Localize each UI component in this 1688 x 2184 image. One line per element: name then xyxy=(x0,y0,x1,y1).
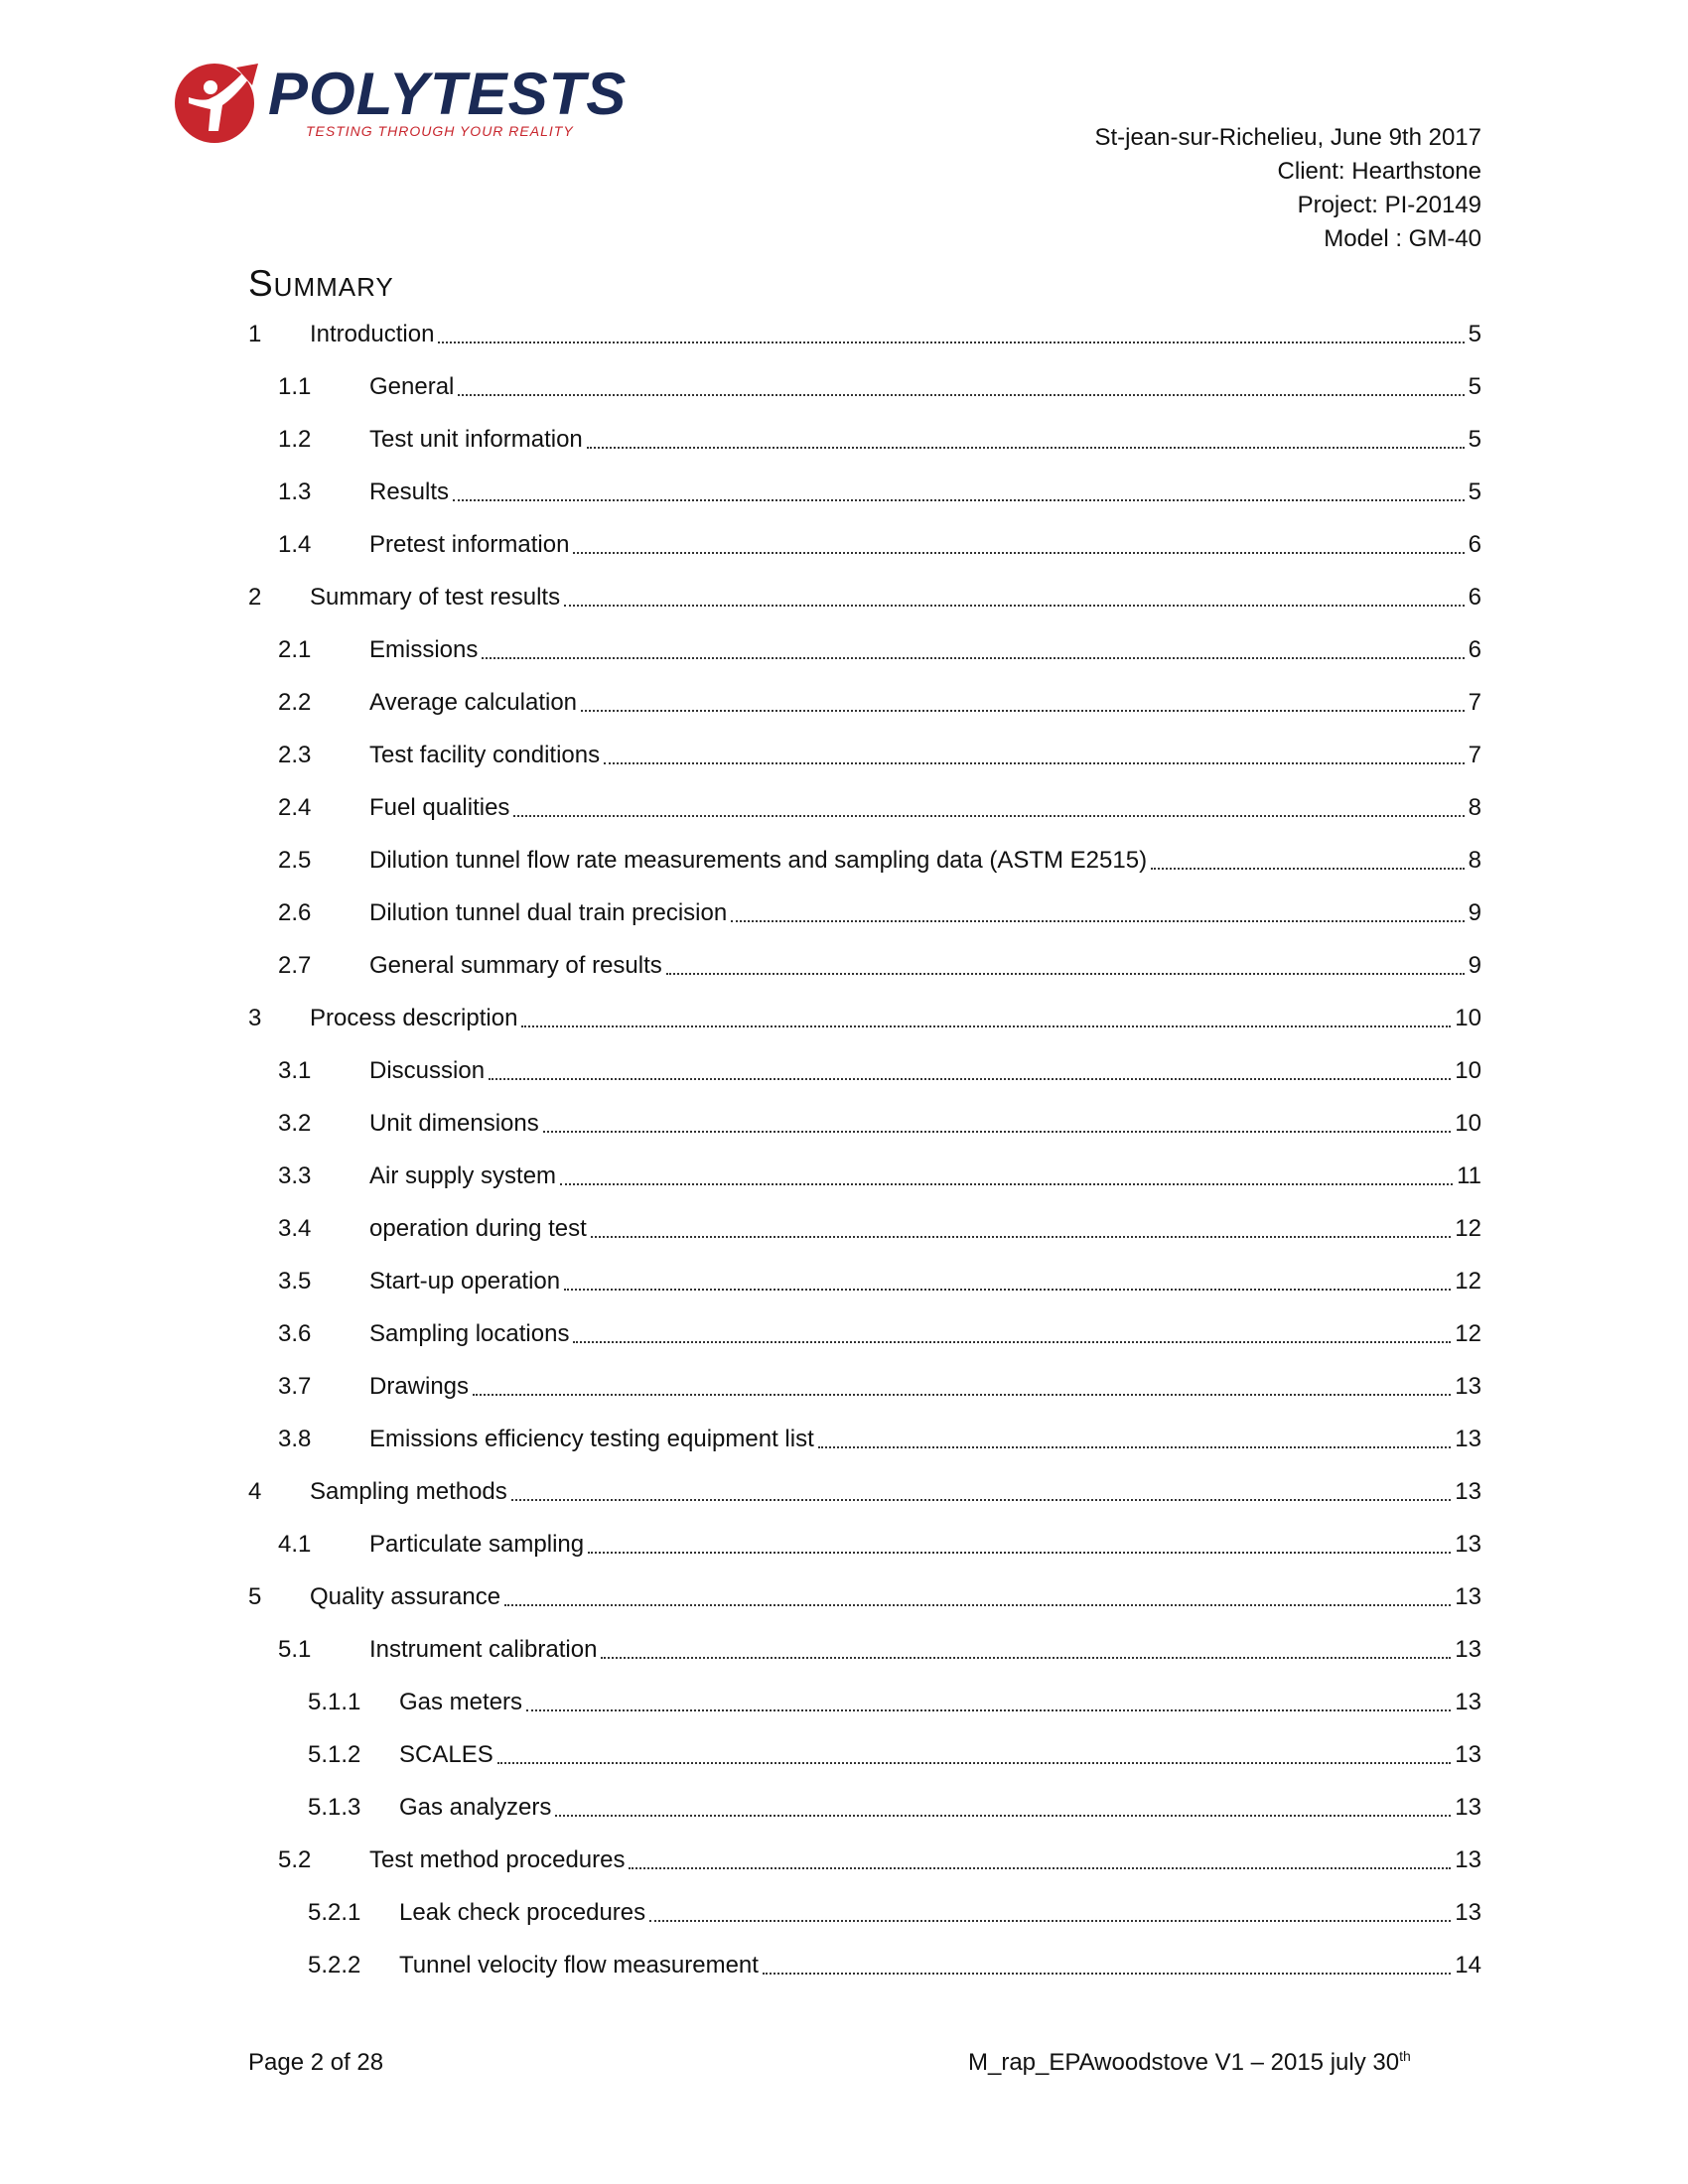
logo-emblem-icon xyxy=(171,58,266,147)
toc-entry[interactable] xyxy=(248,687,1481,740)
toc-entry-title: Test unit information xyxy=(369,426,583,453)
toc-entry[interactable] xyxy=(248,1213,1481,1266)
toc-entry[interactable] xyxy=(248,371,1481,424)
brand-tagline: TESTING THROUGH YOUR REALITY xyxy=(306,123,574,139)
toc-leader-dots xyxy=(555,1792,1451,1824)
toc-entry-title: Pretest information xyxy=(369,531,570,558)
toc-leader-dots xyxy=(573,1318,1451,1350)
toc-entry[interactable] xyxy=(248,1687,1481,1739)
toc-entry-number: 4 xyxy=(248,1478,262,1505)
toc-entry-title: Summary of test results xyxy=(310,584,561,611)
toc-entry[interactable] xyxy=(248,1581,1481,1634)
toc-entry[interactable] xyxy=(248,792,1481,845)
toc-entry[interactable] xyxy=(248,897,1481,950)
toc-leader-dots xyxy=(513,792,1464,824)
toc-leader-dots xyxy=(591,1213,1451,1245)
toc-entry-page: 7 xyxy=(1468,742,1481,768)
toc-entry[interactable] xyxy=(248,740,1481,792)
toc-entry[interactable] xyxy=(248,1897,1481,1950)
toc-entry-page: 6 xyxy=(1468,636,1481,663)
toc-entry-page: 13 xyxy=(1455,1583,1481,1610)
toc-entry-page: 6 xyxy=(1468,531,1481,558)
toc-entry[interactable] xyxy=(248,1108,1481,1160)
toc-entry-number: 3.6 xyxy=(278,1320,312,1347)
toc-entry-number: 5.2.2 xyxy=(308,1952,361,1979)
toc-entry-number: 3 xyxy=(248,1005,262,1031)
toc-entry-page: 13 xyxy=(1455,1636,1481,1663)
toc-entry[interactable] xyxy=(248,1160,1481,1213)
toc-entry-page: 13 xyxy=(1455,1478,1481,1505)
toc-leader-dots xyxy=(526,1687,1451,1718)
toc-entry[interactable] xyxy=(248,1266,1481,1318)
toc-entry-title: Sampling methods xyxy=(310,1478,507,1505)
toc-entry-page: 13 xyxy=(1455,1741,1481,1768)
toc-leader-dots xyxy=(763,1950,1451,1981)
toc-leader-dots xyxy=(629,1844,1451,1876)
toc-leader-dots xyxy=(564,582,1465,614)
toc-entry-title: Test facility conditions xyxy=(369,742,601,768)
toc-entry-page: 12 xyxy=(1455,1320,1481,1347)
toc-entry[interactable] xyxy=(248,1529,1481,1581)
toc-entry-number: 1.2 xyxy=(278,426,312,453)
toc-entry-title: General xyxy=(369,373,455,400)
toc-leader-dots xyxy=(473,1371,1451,1403)
toc-entry[interactable] xyxy=(248,582,1481,634)
toc-entry-number: 5.2.1 xyxy=(308,1899,361,1926)
toc-entry-number: 5.1.1 xyxy=(308,1689,361,1715)
toc-leader-dots xyxy=(818,1424,1452,1455)
toc-entry-page: 6 xyxy=(1468,584,1481,611)
toc-entry-title: Gas analyzers xyxy=(399,1794,552,1821)
toc-entry-number: 1.3 xyxy=(278,478,312,505)
toc-entry-title: Start-up operation xyxy=(369,1268,561,1295)
client-line: Client: Hearthstone xyxy=(1277,158,1481,185)
toc-entry[interactable] xyxy=(248,950,1481,1003)
toc-entry-page: 13 xyxy=(1455,1531,1481,1558)
toc-leader-dots xyxy=(573,529,1464,561)
toc-leader-dots xyxy=(521,1003,1451,1034)
toc-entry-number: 5.1.3 xyxy=(308,1794,361,1821)
toc-entry[interactable] xyxy=(248,1739,1481,1792)
toc-entry-title: Drawings xyxy=(369,1373,470,1400)
toc-entry[interactable] xyxy=(248,424,1481,477)
toc-entry-page: 13 xyxy=(1455,1846,1481,1873)
toc-entry[interactable] xyxy=(248,1634,1481,1687)
toc-entry-page: 5 xyxy=(1468,321,1481,347)
toc-entry-number: 3.8 xyxy=(278,1426,312,1452)
toc-entry-number: 3.2 xyxy=(278,1110,312,1137)
toc-entry-page: 9 xyxy=(1468,952,1481,979)
toc-entry-title: Sampling locations xyxy=(369,1320,570,1347)
toc-entry-page: 10 xyxy=(1455,1005,1481,1031)
toc-entry-number: 2.3 xyxy=(278,742,312,768)
toc-entry-title: Dilution tunnel flow rate measurements and sampling data (ASTM E2515) xyxy=(369,847,1148,874)
toc-entry-title: Emissions xyxy=(369,636,479,663)
toc-entry-number: 3.3 xyxy=(278,1162,312,1189)
document-reference-text: M_rap_EPAwoodstove V1 – 2015 july 30 xyxy=(968,2049,1400,2076)
toc-entry-page: 11 xyxy=(1457,1162,1481,1189)
toc-entry-title: Air supply system xyxy=(369,1162,557,1189)
toc-entry-number: 5.2 xyxy=(278,1846,312,1873)
toc-entry-page: 5 xyxy=(1468,478,1481,505)
toc-entry-page: 13 xyxy=(1455,1426,1481,1452)
toc-entry-page: 14 xyxy=(1455,1952,1481,1979)
toc-entry-title: Gas meters xyxy=(399,1689,523,1715)
toc-entry[interactable] xyxy=(248,319,1481,371)
toc-entry[interactable] xyxy=(248,1792,1481,1844)
toc-entry-page: 5 xyxy=(1468,426,1481,453)
toc-entry-number: 2.4 xyxy=(278,794,312,821)
toc-entry-title: Emissions efficiency testing equipment list xyxy=(369,1426,814,1452)
toc-entry-number: 5.1.2 xyxy=(308,1741,361,1768)
toc-entry-number: 2.6 xyxy=(278,899,312,926)
toc-entry[interactable] xyxy=(248,845,1481,897)
toc-entry-title: Leak check procedures xyxy=(399,1899,646,1926)
toc-entry-number: 3.7 xyxy=(278,1373,312,1400)
toc-entry[interactable] xyxy=(248,1318,1481,1371)
toc-leader-dots xyxy=(458,371,1464,403)
toc-leader-dots xyxy=(560,1160,1453,1192)
toc-entry[interactable] xyxy=(248,1844,1481,1897)
toc-leader-dots xyxy=(504,1581,1451,1613)
toc-leader-dots xyxy=(601,1634,1451,1666)
toc-entry-page: 10 xyxy=(1455,1057,1481,1084)
toc-entry-page: 12 xyxy=(1455,1215,1481,1242)
toc-entry[interactable] xyxy=(248,1371,1481,1424)
toc-leader-dots xyxy=(489,1055,1451,1087)
toc-entry-number: 2.2 xyxy=(278,689,312,716)
project-line: Project: PI-20149 xyxy=(1297,192,1481,218)
document-reference-superscript: th xyxy=(1399,2048,1411,2064)
toc-entry-title: Test method procedures xyxy=(369,1846,626,1873)
toc-leader-dots xyxy=(497,1739,1452,1771)
toc-leader-dots xyxy=(564,1266,1451,1297)
toc-entry-number: 3.5 xyxy=(278,1268,312,1295)
toc-entry-page: 13 xyxy=(1455,1899,1481,1926)
toc-entry-page: 13 xyxy=(1455,1373,1481,1400)
toc-entry-number: 3.1 xyxy=(278,1057,312,1084)
toc-leader-dots xyxy=(453,477,1465,508)
toc-entry-title: Unit dimensions xyxy=(369,1110,539,1137)
toc-entry-page: 7 xyxy=(1468,689,1481,716)
toc-entry-title: General summary of results xyxy=(369,952,662,979)
toc-entry-title: Particulate sampling xyxy=(369,1531,585,1558)
toc-entry-number: 2.5 xyxy=(278,847,312,874)
toc-entry[interactable] xyxy=(248,1950,1481,2002)
toc-leader-dots xyxy=(587,424,1465,456)
toc-entry-page: 12 xyxy=(1455,1268,1481,1295)
toc-entry-title: Dilution tunnel dual train precision xyxy=(369,899,728,926)
brand-name: POLYTESTS xyxy=(268,61,628,127)
toc-entry-number: 5 xyxy=(248,1583,262,1610)
page-number: Page 2 of 28 xyxy=(248,2049,384,2076)
model-line: Model : GM-40 xyxy=(1324,225,1481,252)
toc-leader-dots xyxy=(588,1529,1451,1561)
toc-leader-dots xyxy=(649,1897,1451,1929)
toc-entry-title: Introduction xyxy=(310,321,435,347)
toc-entry[interactable] xyxy=(248,1476,1481,1529)
toc-entry-number: 3.4 xyxy=(278,1215,312,1242)
toc-entry-page: 13 xyxy=(1455,1689,1481,1715)
toc-entry-page: 10 xyxy=(1455,1110,1481,1137)
toc-entry-title: Quality assurance xyxy=(310,1583,501,1610)
toc-entry-page: 8 xyxy=(1468,847,1481,874)
toc-leader-dots xyxy=(438,319,1464,350)
document-reference xyxy=(968,2047,1411,2079)
toc-entry-page: 8 xyxy=(1468,794,1481,821)
toc-entry-number: 2.1 xyxy=(278,636,312,663)
toc-entry[interactable] xyxy=(248,634,1481,687)
toc-leader-dots xyxy=(604,740,1465,771)
table-of-contents xyxy=(248,319,1481,2002)
toc-leader-dots xyxy=(511,1476,1452,1508)
toc-entry-number: 1.1 xyxy=(278,373,312,400)
toc-entry-title: Discussion xyxy=(369,1057,486,1084)
toc-entry-number: 5.1 xyxy=(278,1636,312,1663)
toc-entry-title: Tunnel velocity flow measurement xyxy=(399,1952,759,1979)
toc-entry-title: Fuel qualities xyxy=(369,794,510,821)
toc-leader-dots xyxy=(543,1108,1452,1140)
toc-entry[interactable] xyxy=(248,529,1481,582)
location-date: St-jean-sur-Richelieu, June 9th 2017 xyxy=(1094,124,1481,151)
toc-entry-title: Results xyxy=(369,478,450,505)
toc-entry-title: Average calculation xyxy=(369,689,578,716)
toc-entry-title: operation during test xyxy=(369,1215,587,1242)
toc-leader-dots xyxy=(731,897,1464,929)
toc-entry-number: 1 xyxy=(248,321,262,347)
toc-leader-dots xyxy=(1151,845,1465,877)
toc-leader-dots xyxy=(581,687,1465,719)
toc-entry-title: Process description xyxy=(310,1005,518,1031)
toc-entry-title: Instrument calibration xyxy=(369,1636,598,1663)
toc-leader-dots xyxy=(482,634,1464,666)
toc-entry-page: 13 xyxy=(1455,1794,1481,1821)
company-logo xyxy=(171,58,628,147)
toc-entry[interactable] xyxy=(248,1424,1481,1476)
toc-entry-number: 2 xyxy=(248,584,262,611)
toc-leader-dots xyxy=(666,950,1465,982)
summary-heading: Summary xyxy=(248,263,394,304)
toc-entry-number: 4.1 xyxy=(278,1531,312,1558)
toc-entry-number: 1.4 xyxy=(278,531,312,558)
toc-entry-title: SCALES xyxy=(399,1741,493,1768)
toc-entry-number: 2.7 xyxy=(278,952,312,979)
toc-entry[interactable] xyxy=(248,1003,1481,1055)
toc-entry[interactable] xyxy=(248,1055,1481,1108)
toc-entry-page: 5 xyxy=(1468,373,1481,400)
header-info xyxy=(1094,121,1481,256)
toc-entry[interactable] xyxy=(248,477,1481,529)
toc-entry-page: 9 xyxy=(1468,899,1481,926)
